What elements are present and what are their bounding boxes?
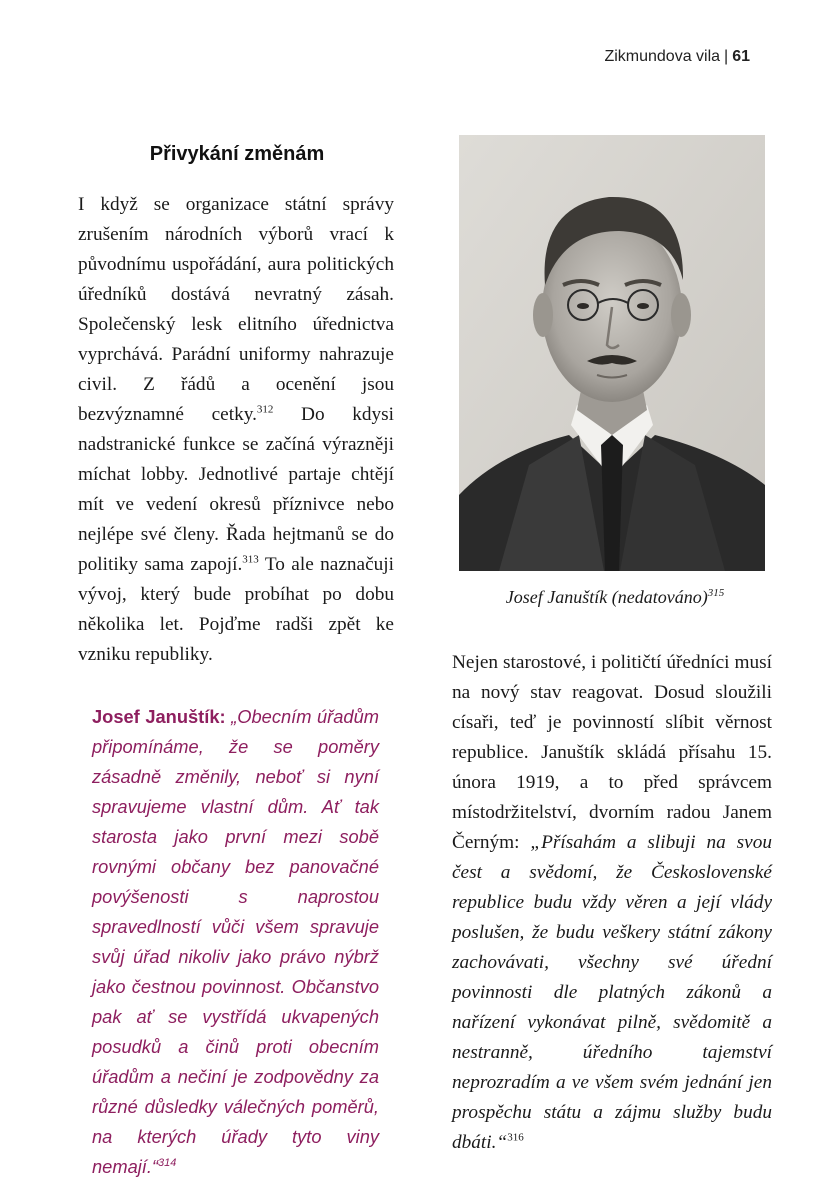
quote-callout (92, 702, 379, 1182)
footnote-ref-313: 313 (242, 553, 259, 566)
portrait-photo (459, 135, 765, 571)
running-head-title: Zikmundova vila (604, 48, 721, 65)
right-paragraph-text: Nejen starostové, i političtí úředníci musí na nový stav reagovat. Dosud sloužili císaři, teď je povinností slíbit věrnost republice. Januštík skládá přísahu 15. února 1919, a to před správcem místodržitelství, dvorním radou Janem Černým: (452, 652, 772, 853)
left-paragraph-text-3: To ale naznačuji vývoj, který bude probíhat po dobu několika let. Pojďme radši zpět ke vzniku republiky. (78, 554, 394, 665)
running-head-separator: | (724, 48, 729, 65)
photo-caption (452, 587, 778, 608)
page-number: 61 (732, 48, 750, 65)
left-paragraph-text-1: I když se organizace státní správy zrušením národních výborů vrací k původnímu uspořádání, aura politických úředníků dostává nevratný zásah. Společenský lesk elitního úřednictva vyprchává. Parádní uniformy nahrazuje civil. Z řádů a ocenění jsou bezvýznamné cetky. (78, 194, 394, 425)
oath-quote: „Přísahám a slibuji na svou čest a svědomí, že Československé republice budu vždy věren a její vlády poslušen, že budu veškery státní zákony zachovávati, všechny své úřední povinnosti dle platných zákonů a nařízení vykonávat pilně, svědomitě a nestranně, úředního tajemství neprozradím a ve všem svém jednání jen prospěchu státu a zájmu služby budu dbáti.“ (452, 832, 772, 1153)
footnote-ref-315: 315 (707, 587, 725, 599)
section-heading: Přivykání změnám (149, 143, 325, 165)
running-head (604, 48, 750, 66)
left-paragraph-text-2: Do kdysi nadstranické funkce se začíná výrazněji míchat lobby. Jednotlivé partaje chtějí mít ve vedení okresů příznivce nebo nejlépe své členy. Řada hejtmanů se do politiky sama zapojí. (78, 404, 394, 575)
body-paragraph-right (452, 648, 772, 1158)
footnote-ref-314: 314 (158, 1156, 177, 1169)
photo-caption-text: Josef Januštík (nedatováno) (505, 587, 708, 607)
footnote-ref-312: 312 (256, 403, 274, 416)
footnote-ref-316: 316 (507, 1131, 524, 1144)
callout-speaker: Josef Januštík: (92, 706, 226, 727)
body-paragraph-left (78, 190, 394, 670)
callout-quote: „Obecním úřadům připomínáme, že se poměry zásadně změnily, neboť si nyní spravujeme vlastní dům. Ať tak starosta jako první mezi sobě rovnými občany bez panovačné povýšenosti s naprostou spravedlností vůči všem spravuje svůj úřad nikoliv jako právo nýbrž jako čestnou povinnost. Občanstvo pak ať se vystřídá ukvapených posudků a činů proti obecním úřadům a nečiní je zodpovědny za různé důsledky válečných poměrů, na kterých úřady tyto viny nemají.“ (92, 706, 379, 1177)
